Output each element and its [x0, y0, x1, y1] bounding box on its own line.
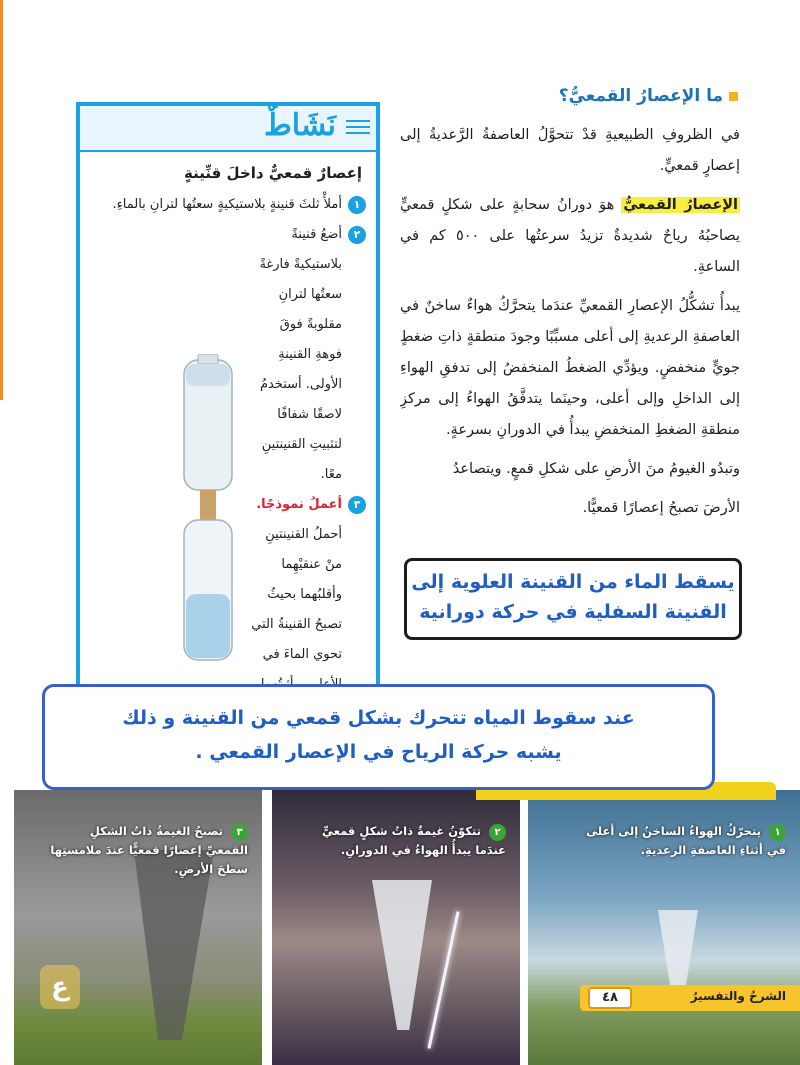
funnel-cloud-shape — [372, 880, 432, 1030]
photo-caption — [586, 822, 786, 860]
paragraph-formation: يبدأُ تشكُّلُ الإعصارِ القمعيِّ عندَما يتحرَّكُ هواءٌ ساخنٌ في العاصفةِ الرعديةِ إلى أعلى مسبِّبًا وجودَ منطقةٍ ذاتِ ضغطٍ جويٍّ منخفضٍ. ويؤدِّي الضغطُ المنخفضُ إلى تدفقِ الهواءِ إلى الداخلِ وإلى أعلى، وحينَما يتدفَّقُ الهواءُ إلى مركزِ منطقةِ الضغطِ المنخفضِ يبدأُ في الدورانِ بسرعةٍ. — [400, 298, 740, 438]
photo-stage-2 — [272, 790, 520, 1065]
highlighted-term: الإعصارُ القمعيُّ — [623, 197, 738, 213]
activity-step-1 — [80, 190, 376, 220]
answer-line-2: يشبه حركة الرياح في الإعصار القمعي . — [195, 741, 562, 763]
photo-stage-3 — [14, 790, 262, 1065]
answer-line-1: يسقط الماء من القنينة العلوية إلى — [411, 571, 735, 593]
step-number-badge: ٣ — [348, 496, 366, 514]
section-title: ما الإعصارُ القمعيُّ؟ — [400, 86, 740, 106]
caption-number-badge: ٣ — [231, 824, 248, 841]
step-text: أملأْ ثلثَ قنينةٍ بلاستيكيةٍ سعتُها لترانِ بالماءِ. — [112, 197, 342, 212]
publisher-logo-icon: ع — [40, 965, 80, 1009]
caption-text: يتحرّكُ الهواءُ الساخنُ إلى أعلى في أثناءِ العاصفةِ الرعديةِ. — [586, 824, 786, 857]
answer-line-1: عند سقوط المياه تتحرك بشكل قمعي من القنينة و ذلك — [122, 707, 635, 729]
answer-box-comparison — [42, 684, 715, 790]
definition-text: هوَ دورانُ سحابةٍ على شكلٍ قمعيٍّ يصاحبُهُ رياحٌ شديدةٌ تزيدُ سرعتُها على ٥٠٠ كم في الساعةِ. — [400, 197, 740, 275]
paragraph-definition — [400, 190, 740, 283]
step-number-badge: ٢ — [348, 226, 366, 244]
step-label-model: أعملُ نموذجًا. — [256, 497, 342, 512]
page-number: ٤٨ — [588, 987, 632, 1009]
step-number-badge: ١ — [348, 196, 366, 214]
page-footer — [580, 985, 800, 1011]
answer-box-observation — [404, 558, 742, 640]
caption-number-badge: ١ — [769, 824, 786, 841]
header-lines-icon — [346, 120, 370, 138]
step-text: أحملُ القنينتينِ منْ عنقيْهِما وأقلبُهما بحيثُ تصبحُ القنينةُ التي تحوي الماءَ في — [251, 527, 342, 662]
footer-section-label: الشرحُ والتفسيرُ — [690, 989, 786, 1003]
caption-number-badge: ٢ — [489, 824, 506, 841]
page-edge-rule — [0, 0, 3, 400]
main-text-column — [400, 86, 740, 746]
paragraph-intro: في الظروفِ الطبيعيةِ قدْ تتحوَّلُ العاصفةُ الرَّعديةُ إلى إعصارٍ قمعيٍّ. — [400, 127, 740, 174]
activity-header — [80, 106, 376, 152]
answer-line-2: القنينة السفلية في حركة دورانية — [419, 601, 727, 623]
paragraph-clouds: وتبدُو الغيومُ منَ الأرضِ على شكلِ قمعٍ. ويتصاعدُ — [452, 461, 740, 477]
bottle-model-image — [180, 354, 236, 664]
photo-caption — [48, 822, 248, 879]
photo-stage-1 — [528, 790, 800, 1065]
caption-text: تصبحُ الغيمةُ ذاتُ الشكلِ القمعيِّ إعصارًا قمعيًّا عندَ ملامستِها سطحَ الأرضِ. — [50, 824, 248, 876]
lightning-bolt-shape — [427, 911, 459, 1049]
step-text: أضعُ قنينةً بلاستيكيةً فارغةً سعتُها لترانِ مقلوبةً فوقَ فوهةِ القنينةِ الأولى. أستخدمُ لاصقًا شفافًا لتثبيتِ القنينتينِ معًا. — [259, 227, 342, 482]
photo-caption — [306, 822, 506, 860]
activity-box — [76, 102, 380, 694]
caption-text: تتكوّنُ غيمةٌ ذاتُ شكلٍ قمعيٍّ عندَما يبدأُ الهواءُ في الدورانِ. — [321, 824, 506, 857]
activity-subtitle: إعصارٌ قمعيٌّ داخلَ قنِّينةٍ — [184, 164, 362, 182]
activity-title: نَشَاطٌ — [264, 108, 336, 143]
paragraph-ground: الأرضَ تصبحُ إعصارًا قمعيًّا. — [582, 500, 740, 516]
